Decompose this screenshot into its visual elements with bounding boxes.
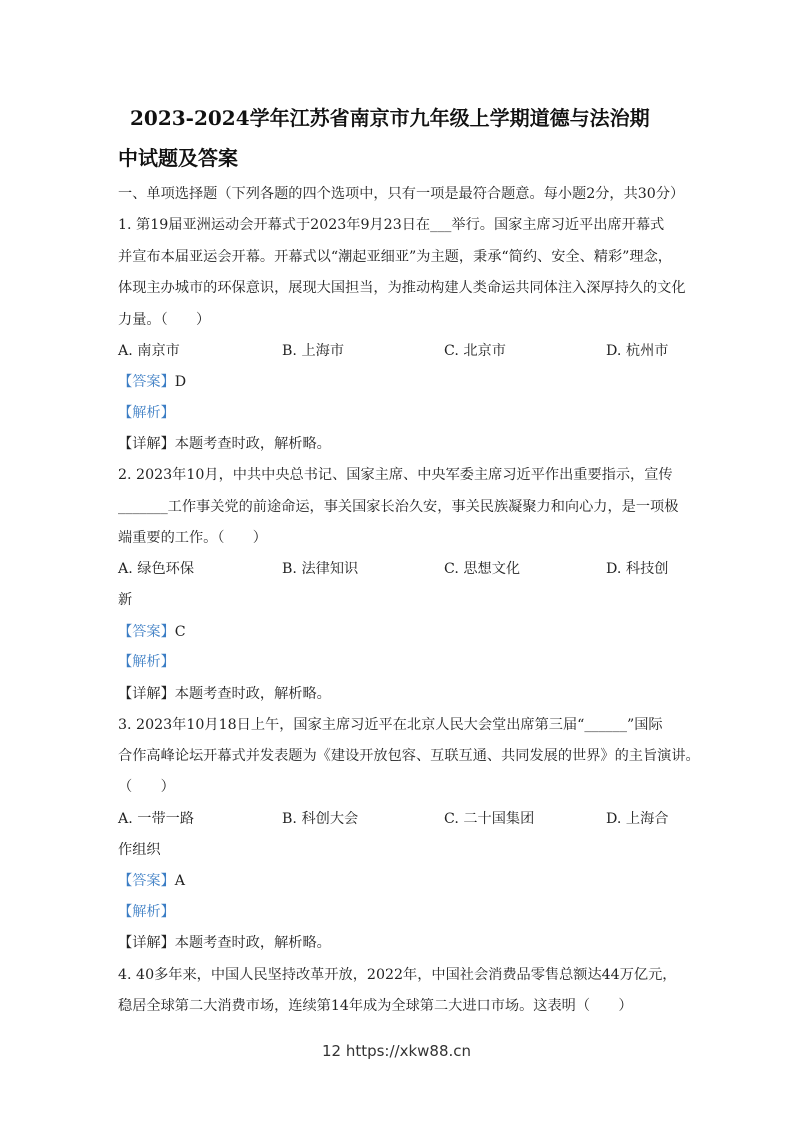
q3-analysis-tag: 【解析】	[118, 904, 175, 920]
q2-option-d: D. 科技创	[606, 561, 669, 577]
q2-option-b: B. 法律知识	[282, 561, 359, 577]
detail-tag: 【详解】	[118, 686, 175, 702]
answer-tag: 【答案】	[118, 374, 175, 390]
q1-analysis-tag: 【解析】	[118, 405, 175, 421]
answer-value: D	[174, 374, 187, 390]
q4-line: 4. 40多年来，中国人民坚持改革开放，2022年，中国社会消费品零售总额达44万亿元，	[118, 967, 677, 983]
title-line-1: 2023-2024学年江苏省南京市九年级上学期道德与法治期	[130, 106, 650, 130]
q1-line: 1. 第19届亚洲运动会开幕式于2023年9月23日在___举行。国家主席习近平出席开幕式	[118, 217, 665, 233]
q2-option-c: C. 思想文化	[444, 561, 521, 577]
q1-line: 并宣布本届亚运会开幕。开幕式以“潮起亚细亚”为主题，秉承“简约、安全、精彩”理念，	[118, 249, 672, 265]
q2-option-a: A. 绿色环保	[118, 561, 195, 577]
answer-value: A	[174, 873, 186, 889]
q3-option-a: A. 一带一路	[118, 811, 195, 827]
q1-option-d: D. 杭州市	[606, 343, 669, 359]
section-heading: 一、单项选择题（下列各题的四个选项中，只有一项是最符合题意。每小题2分，共30分）	[118, 186, 685, 202]
q1-line: 体现主办城市的环保意识，展现大国担当，为推动构建人类命运共同体注入深厚持久的文化	[118, 280, 686, 296]
q2-answer	[118, 622, 186, 642]
q3-option-d: D. 上海合	[606, 811, 669, 827]
q3-option-c: C. 二十国集团	[444, 811, 535, 827]
page-footer: 12 https://xkw88.cn	[321, 1042, 472, 1060]
answer-value: C	[174, 624, 186, 640]
q2-analysis-tag: 【解析】	[118, 654, 175, 670]
q2-line: _______工作事关党的前途命运，事关国家长治久安，事关民族凝聚力和向心力，是一项极	[118, 499, 679, 515]
q2-detail	[118, 684, 331, 704]
q3-line: 3. 2023年10月18日上午，国家主席习近平在北京人民大会堂出席第三届“______”国际	[118, 717, 663, 733]
detail-text: 本题考查时政，解析略。	[174, 686, 331, 702]
q2-line: 2. 2023年10月，中共中央总书记、国家主席、中央军委主席习近平作出重要指示，宣传	[118, 467, 673, 483]
q3-line: 合作高峰论坛开幕式并发表题为《建设开放包容、互联互通、共同发展的世界》的主旨演讲。	[118, 748, 700, 764]
detail-tag: 【详解】	[118, 436, 175, 452]
detail-tag: 【详解】	[118, 935, 175, 951]
q3-line: （ ）	[118, 779, 175, 795]
detail-text: 本题考查时政，解析略。	[174, 436, 331, 452]
answer-tag: 【答案】	[118, 873, 175, 889]
q3-option-wrap: 作组织	[118, 842, 161, 858]
q1-option-a: A. 南京市	[118, 343, 180, 359]
q3-option-b: B. 科创大会	[282, 811, 359, 827]
q3-detail	[118, 933, 331, 953]
q1-line: 力量。（ ）	[118, 312, 211, 328]
q3-answer	[118, 871, 185, 891]
title-line-2: 中试题及答案	[118, 146, 238, 170]
q2-option-wrap: 新	[118, 592, 133, 608]
q1-answer	[118, 372, 186, 392]
detail-text: 本题考查时政，解析略。	[174, 935, 331, 951]
answer-tag: 【答案】	[118, 624, 175, 640]
q1-option-c: C. 北京市	[444, 343, 506, 359]
q4-line: 稳居全球第二大消费市场，连续第14年成为全球第二大进口市场。这表明（ ）	[118, 998, 633, 1014]
q2-line: 端重要的工作。（ ）	[118, 530, 267, 546]
q1-detail	[118, 434, 331, 454]
q1-option-b: B. 上海市	[282, 343, 345, 359]
